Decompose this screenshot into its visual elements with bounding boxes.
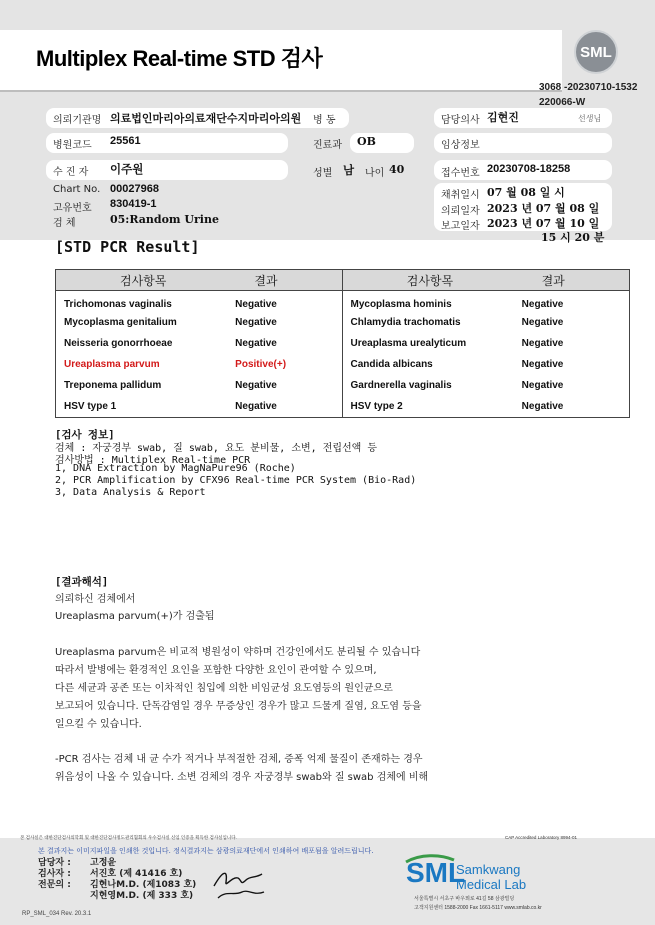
request-value: 2023 년 07 월 08 일: [487, 202, 600, 215]
test-item: Mycoplasma genitalium: [56, 312, 236, 333]
specialist1-value: 김현나M.D. (제1083 호): [90, 880, 197, 890]
test-result: Negative: [235, 375, 342, 396]
examiner-label: 검사자 :: [38, 869, 71, 879]
signature-image: [212, 862, 267, 904]
table-row: [56, 291, 630, 312]
unique-value: 830419-1: [110, 198, 157, 210]
doctor-label: 담당의사: [441, 115, 480, 126]
chart-value: 00027968: [110, 183, 159, 195]
specimen-value: 05:Random Urine: [110, 213, 219, 226]
hospital-code-value: 25561: [110, 135, 141, 147]
sex-label: 성별: [313, 168, 333, 179]
interpretation-line: 보고되어 있습니다. 단독감염일 경우 무증상인 경우가 많고 드물게 질염, 요도염 등을: [55, 701, 422, 712]
col-item-header: 검사항목: [406, 273, 454, 288]
test-info-line: 1, DNA Extraction by MagNaPure96 (Roche): [55, 463, 296, 474]
table-row: [56, 375, 630, 396]
footer-note: 본 결과지는 이미지파일을 인쇄한 것입니다. 정식결과지는 삼광의료재단에서 인쇄하여 배포됨을 알려드립니다.: [38, 847, 374, 855]
test-result: Negative: [522, 375, 630, 396]
specialist2-value: 지현영M.D. (제 333 호): [90, 891, 194, 901]
test-item: Mycoplasma hominis: [342, 291, 522, 312]
test-info-line: 검체 : 자궁경부 swab, 질 swab, 요도 분비물, 소변, 전립선액 등: [55, 443, 378, 454]
doc-code-line1: 3068 -20230710-1532: [539, 82, 638, 93]
doctor-suffix: 선생님: [578, 114, 602, 123]
result-section-title: [STD PCR Result]: [55, 238, 200, 256]
interpretation-title: [결과해석]: [55, 576, 109, 588]
test-result: Negative: [235, 312, 342, 333]
doctor-value: 김현진: [487, 111, 519, 124]
dept-value: OB: [357, 135, 376, 148]
examiner-value: 서진호 (제 41416 호): [90, 869, 183, 879]
sml-logo: SML: [574, 30, 618, 74]
interpretation-line: Ureaplasma parvum(+)가 검출됨: [55, 611, 215, 622]
sex-value: 남: [343, 163, 355, 177]
results-table: [55, 269, 630, 418]
form-code: RP_SML_034 Rev. 20.3.1: [22, 911, 92, 917]
test-result: Negative: [235, 333, 342, 354]
report-label: 보고일자: [441, 221, 480, 232]
chart-label: Chart No.: [53, 184, 101, 195]
table-header-left: [56, 270, 343, 291]
cap-text: CAP Accredited Laboratory 8994-01: [505, 835, 577, 840]
request-label: 의뢰일자: [441, 206, 480, 217]
report-title: Multiplex Real-time STD 검사: [36, 46, 323, 71]
age-value: 40: [389, 163, 405, 176]
clinical-label: 임상정보: [441, 140, 480, 151]
specimen-label: 검 체: [53, 218, 76, 229]
company-logo-swoosh: [402, 852, 457, 892]
interpretation-line: -PCR 검사는 검체 내 균 수가 적거나 부적절한 검체, 증폭 억제 물질이 존재하는 경우: [55, 754, 423, 765]
table-row: [56, 333, 630, 354]
company-logo: SML: [406, 857, 466, 888]
test-result: Negative: [235, 396, 342, 417]
patient-value: 이주원: [110, 162, 144, 176]
table-row: [56, 312, 630, 333]
col-item-header: 검사항목: [119, 273, 167, 288]
test-result: Negative: [522, 333, 630, 354]
col-result-header: 결과: [541, 273, 565, 288]
test-item: Neisseria gonorrhoeae: [56, 333, 236, 354]
test-result: Negative: [522, 312, 630, 333]
test-item: HSV type 2: [342, 396, 522, 417]
company-name-line1: Samkwang: [456, 862, 521, 877]
dept-label: 진료과: [313, 140, 342, 151]
report-time: 15 시 20 분: [541, 231, 605, 244]
company-tel: 고객지원센터 1588-2000 Fax 1661-5117 www.smlab.co.kr: [414, 905, 542, 911]
table-row: [56, 354, 630, 375]
test-result-positive: Positive(+): [235, 354, 342, 375]
doc-code-line2: 220066-W: [539, 97, 586, 108]
test-result: Negative: [235, 291, 342, 312]
interpretation-line: 다른 세균과 공존 또는 이차적인 침입에 의한 비임균성 요도염등의 원인균으로: [55, 683, 393, 694]
interpretation-line: 의뢰하신 검체에서: [55, 594, 136, 605]
test-item: Treponema pallidum: [56, 375, 236, 396]
institution-label: 의뢰기관명: [53, 115, 102, 126]
test-item: HSV type 1: [56, 396, 236, 417]
unique-label: 고유번호: [53, 203, 92, 214]
collect-value: 07 월 08 일 시: [487, 186, 565, 199]
age-label: 나이: [365, 168, 385, 179]
table-row: [56, 396, 630, 417]
test-item: Chlamydia trachomatis: [342, 312, 522, 333]
test-info-line: 검사방법 : Multiplex Real-time PCR: [55, 455, 251, 466]
col-result-header: 결과: [254, 273, 278, 288]
table-header-right: [342, 270, 630, 291]
collect-label: 채취일시: [441, 190, 480, 201]
report-value: 2023 년 07 월 10 일: [487, 217, 600, 230]
test-result: Negative: [522, 396, 630, 417]
test-info-line: 3, Data Analysis & Report: [55, 487, 206, 498]
test-info-title: [검사 정보]: [55, 429, 115, 441]
interpretation-line: Ureaplasma parvum은 비교적 병원성이 약하며 건강인에서도 분리될 수 있습니다: [55, 647, 421, 658]
interpretation-line: 위음성이 나올 수 있습니다. 소변 검체의 경우 자궁경부 swab와 질 swab 검체에 비해: [55, 772, 429, 783]
interpretation-line: 일으킬 수 있습니다.: [55, 719, 142, 730]
test-item: Gardnerella vaginalis: [342, 375, 522, 396]
interpretation-line: 따라서 발병에는 환경적인 요인을 포함한 다양한 요인이 관여할 수 있으며,: [55, 665, 377, 676]
test-item-positive: Ureaplasma parvum: [56, 354, 236, 375]
company-name-line2: Medical Lab: [456, 877, 527, 892]
patient-label: 수 진 자: [53, 167, 89, 178]
test-result: Negative: [522, 354, 630, 375]
reporter-value: 고정윤: [90, 858, 117, 868]
specialist-label: 전문의 :: [38, 880, 71, 890]
company-address: 서울특별시 서초구 바우뫼로 41길 58 삼광빌딩: [414, 896, 515, 902]
test-info-line: 2, PCR Amplification by CFX96 Real-time PCR System (Bio-Rad): [55, 475, 417, 486]
fine-print: 본 검사실은 대한진단검사의학회 및 대한진단검사정도관리협회의 우수검사실 신임 인증을 획득한 검사실입니다.: [20, 835, 237, 840]
ward-label: 병 동: [313, 115, 336, 126]
test-item: Ureaplasma urealyticum: [342, 333, 522, 354]
receipt-value: 20230708-18258: [487, 163, 571, 175]
test-result: Negative: [522, 291, 630, 312]
reporter-label: 담당자 :: [38, 858, 71, 868]
receipt-label: 접수번호: [441, 168, 480, 179]
table-header-row: [56, 270, 630, 291]
institution-value: 의료법인마리아의료재단수지마리아의원: [110, 112, 302, 125]
test-item: Candida albicans: [342, 354, 522, 375]
hospital-code-label: 병원코드: [53, 140, 92, 151]
test-item: Trichomonas vaginalis: [56, 291, 236, 312]
